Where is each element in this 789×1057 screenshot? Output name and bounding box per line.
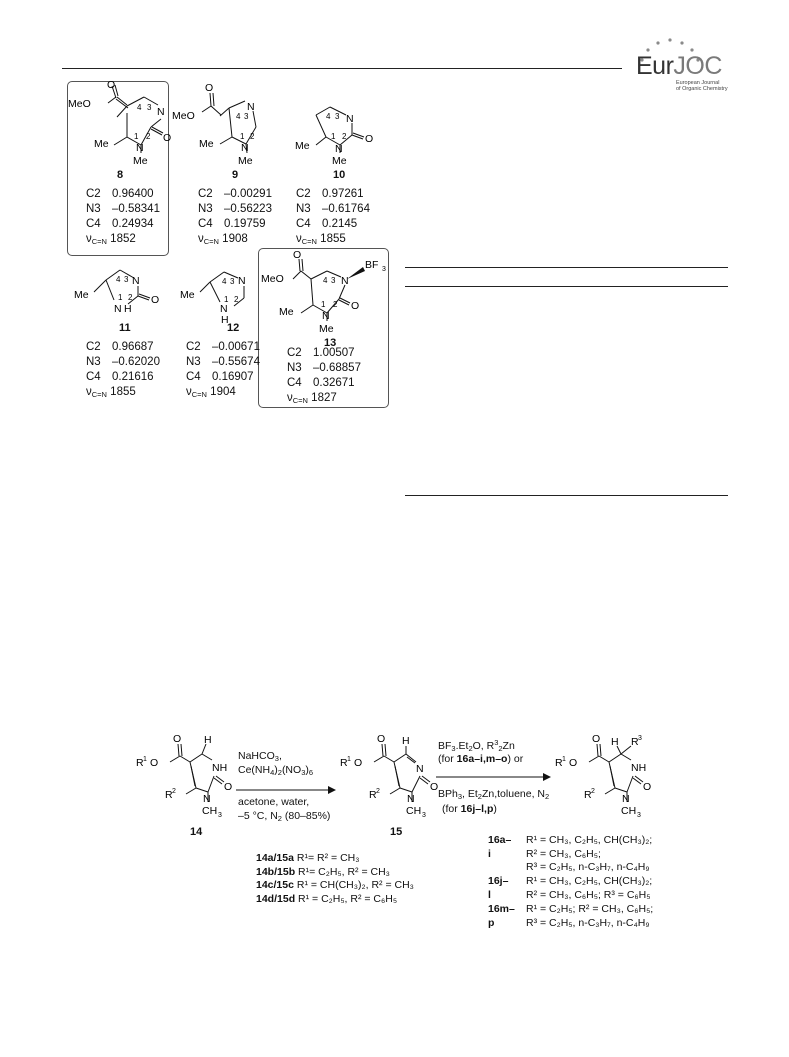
o-label: O	[173, 733, 182, 745]
h-label: H	[221, 314, 229, 326]
r3-label: R	[631, 736, 639, 748]
charge-row-c2	[287, 346, 361, 361]
logo-joc: JOC	[673, 52, 722, 80]
ch3-subscript: 3	[637, 812, 641, 819]
ring-num-3: 3	[244, 112, 249, 121]
reaction-arrow-2-icon	[436, 772, 551, 782]
ring-num-4: 4	[236, 112, 241, 121]
r1-superscript: 1	[347, 756, 351, 763]
reagent-subscript: 3	[457, 792, 463, 801]
charge-value: 0.32671	[313, 377, 355, 389]
charge-row-c2	[186, 340, 260, 355]
bf-subscript: 3	[382, 266, 386, 273]
charge-value: 0.16907	[212, 371, 254, 383]
o-label: O	[151, 294, 160, 306]
legend-row	[256, 893, 414, 907]
header-rule	[62, 68, 622, 69]
atom-label: C2	[86, 188, 101, 200]
compound-15-structure	[340, 732, 440, 824]
ring-num-4: 4	[326, 112, 331, 121]
reagent-text: .Et	[455, 740, 469, 752]
compound-11-label: 11	[119, 322, 131, 334]
compound-13-structure	[259, 249, 387, 335]
frequency-row	[287, 391, 361, 408]
reagent-line-2	[238, 764, 313, 777]
charge-value: 0.96687	[112, 341, 154, 353]
ring-num-2: 2	[342, 132, 347, 141]
o-label: O	[293, 249, 302, 261]
frequency-value: 1855	[320, 233, 346, 245]
compound-9-data	[198, 187, 272, 249]
charge-value: 0.24934	[112, 218, 154, 230]
ring-num-3: 3	[331, 276, 336, 285]
reagent-superscript: 3	[494, 738, 499, 747]
r3-superscript: 3	[638, 735, 642, 742]
h-label: H	[124, 303, 132, 315]
compound-13-data	[287, 346, 361, 408]
reagent-subscript: 6	[308, 768, 314, 777]
charge-row-c2	[86, 187, 160, 202]
ring-num-2: 2	[250, 132, 255, 141]
charge-row-c2	[198, 187, 272, 202]
ring-num-2: 2	[128, 293, 133, 302]
o-label: O	[377, 733, 386, 745]
me-label: Me	[94, 138, 109, 150]
o-label: O	[107, 79, 116, 91]
nu-subscript: C=N	[301, 237, 317, 246]
meo-label: MeO	[172, 110, 195, 122]
n1-label: N	[322, 310, 330, 322]
ring-num-1: 1	[224, 295, 229, 304]
charge-row-c2	[86, 340, 160, 355]
legend-row	[256, 866, 414, 880]
reagent-text: O, R	[472, 740, 495, 752]
legend-text: R³ = C₂H₅, n-C₃H₇, n-C₄H₉	[526, 916, 650, 929]
compound-14-label: 14	[190, 826, 203, 838]
r1-label: R	[340, 757, 348, 769]
charge-row-n3	[186, 355, 260, 370]
reagent-compound-ref: 16j–l,p	[460, 803, 494, 815]
frequency-row	[186, 385, 260, 402]
charge-row-c4	[86, 217, 160, 232]
compound-8-data	[86, 187, 160, 249]
compound-10-label: 10	[333, 169, 346, 181]
ring-num-1: 1	[321, 300, 326, 309]
atom-label: N3	[296, 203, 311, 215]
reagent-text: )	[274, 764, 278, 776]
charge-row-n3	[296, 202, 370, 217]
nh-label: NH	[212, 762, 228, 774]
legend-compound: 16j–l	[488, 875, 509, 901]
reagent2-line-4	[442, 803, 497, 815]
reagent-text: NaHCO	[238, 750, 275, 762]
h-label: H	[402, 735, 410, 747]
legend-text: R¹ = C₂H₅, R² = C₆H₅	[298, 892, 398, 905]
legend-compound: 16m–p	[488, 903, 515, 929]
compound-13-label: 13	[324, 337, 337, 349]
reagent-text: (NO	[281, 764, 302, 776]
charge-row-c4	[296, 217, 370, 232]
frequency-value: 1855	[110, 386, 136, 398]
ring-num-1: 1	[118, 293, 123, 302]
nu-symbol: ν	[186, 386, 192, 398]
nu-subscript: C=N	[203, 237, 219, 246]
ch3-label: CH	[406, 805, 422, 817]
charge-value: 0.19759	[224, 218, 266, 230]
reagent-subscript: 3	[301, 768, 306, 777]
reagent-text: )	[493, 803, 497, 815]
atom-label: N3	[186, 356, 201, 368]
reagent-text: , Et	[462, 788, 478, 800]
reagent-text: BF	[438, 740, 452, 752]
compound-8-structure	[67, 79, 172, 169]
meo-label: MeO	[261, 273, 284, 285]
charge-value: –0.55674	[212, 356, 260, 368]
ring-num-2: 2	[146, 132, 151, 141]
atom-label: C2	[86, 341, 101, 353]
nu-symbol: ν	[86, 233, 92, 245]
reagent-text: –5 °C, N	[238, 810, 278, 822]
charge-value: 0.21616	[112, 371, 154, 383]
reagent-line-3: acetone, water,	[238, 796, 310, 808]
reagent-text: (for	[438, 753, 457, 765]
atom-label: C4	[86, 371, 101, 383]
ring-num-3: 3	[230, 277, 235, 286]
atom-label: C2	[198, 188, 213, 200]
h-label: H	[204, 734, 212, 746]
reagent-text: (for	[442, 803, 461, 815]
ch3-label: CH	[202, 805, 218, 817]
n-label: N	[622, 793, 630, 805]
n-label: N	[114, 303, 122, 315]
reagent-text: (80–85%)	[281, 810, 331, 822]
r2-label: R	[369, 789, 377, 801]
ring-num-2: 2	[234, 295, 239, 304]
n-label: N	[335, 143, 343, 155]
o-label: O	[205, 82, 214, 94]
reagent2-line-3	[438, 788, 549, 801]
legend-text: R¹= C₂H₅, R² = CH₃	[298, 865, 390, 878]
ch3-subscript: 3	[422, 812, 426, 819]
atom-label: C4	[287, 377, 302, 389]
table-bottom-rule	[405, 495, 728, 496]
coordination-wedge-icon	[347, 267, 365, 279]
compound-12-data	[186, 340, 260, 402]
reagent-subscript: 2	[468, 744, 473, 753]
legend-row	[256, 879, 414, 893]
journal-logo	[622, 36, 734, 96]
legend-compound: 14b/15b	[256, 865, 296, 878]
o-label: O	[351, 300, 360, 312]
charge-row-c2	[296, 187, 370, 202]
n-label: N	[220, 303, 228, 315]
compound-12-label: 12	[227, 322, 240, 334]
o-label: O	[430, 781, 439, 793]
compound-14-structure	[136, 732, 236, 824]
atom-label: C2	[186, 341, 201, 353]
ring-num-4: 4	[137, 103, 142, 112]
charge-row-n3	[198, 202, 272, 217]
nu-symbol: ν	[287, 392, 293, 404]
r1-label: R	[555, 757, 563, 769]
atom-label: C4	[198, 218, 213, 230]
bf-label: BF	[365, 259, 379, 271]
o-label: O	[354, 757, 363, 769]
h-label: H	[611, 736, 619, 748]
frequency-row	[86, 232, 160, 249]
charge-row-c4	[86, 370, 160, 385]
charge-row-c4	[287, 376, 361, 391]
ring-num-4: 4	[222, 277, 227, 286]
ch3-subscript: 3	[218, 812, 222, 819]
legend-text: R¹ = CH₃, C₂H₅, CH(CH₃)₂;	[526, 875, 653, 887]
charge-value: 1.00507	[313, 347, 355, 359]
frequency-value: 1852	[110, 233, 136, 245]
frequency-row	[296, 232, 370, 249]
o-label: O	[592, 733, 601, 745]
charge-value: –0.62020	[112, 356, 160, 368]
r2-superscript: 2	[172, 788, 176, 795]
reagent2-line-2	[438, 753, 523, 765]
n-label: N	[407, 793, 415, 805]
ring-num-3: 3	[335, 112, 340, 121]
legend-text: R¹ = CH(CH₃)₂, R² = CH₃	[296, 879, 414, 891]
me-label: Me	[133, 155, 148, 167]
reagent-text: Zn	[502, 740, 515, 752]
me-label: Me	[279, 306, 294, 318]
reagent-subscript: 2	[477, 792, 482, 801]
legend-compound: 16a–i	[488, 834, 512, 860]
r2-superscript: 2	[591, 788, 595, 795]
frequency-value: 1904	[210, 386, 236, 398]
r1-superscript: 1	[562, 756, 566, 763]
me-label: Me	[332, 155, 347, 167]
me-label: Me	[180, 289, 195, 301]
r2-superscript: 2	[376, 788, 380, 795]
atom-label: N3	[198, 203, 213, 215]
n-label: N	[132, 275, 140, 287]
atom-label: C2	[287, 347, 302, 359]
charge-value: 0.97261	[322, 188, 364, 200]
r2-label: R	[584, 789, 592, 801]
ring-num-2: 2	[333, 300, 338, 309]
ring-num-4: 4	[323, 276, 328, 285]
reagent-subscript: 2	[277, 768, 282, 777]
reagent-text: Zn,toluene, N	[481, 788, 546, 800]
reagent-text: )	[305, 764, 309, 776]
charge-value: 0.96400	[112, 188, 154, 200]
atom-label: C2	[296, 188, 311, 200]
charge-row-c4	[198, 217, 272, 232]
reagent-subscript: 3	[451, 744, 456, 753]
me-label: Me	[319, 323, 334, 335]
nu-subscript: C=N	[91, 390, 107, 399]
atom-label: N3	[86, 356, 101, 368]
frequency-value: 1827	[311, 392, 337, 404]
table-head-rule	[405, 286, 728, 287]
reagent-line-4	[238, 810, 330, 823]
compound-15-label: 15	[390, 826, 403, 838]
n-label: N	[241, 142, 249, 154]
n3-label: N	[341, 275, 349, 287]
atom-label: C4	[86, 218, 101, 230]
legend-row	[256, 852, 414, 866]
n-label: N	[346, 113, 354, 125]
me-label: Me	[199, 138, 214, 150]
reagent-text: Ce(NH	[238, 764, 271, 776]
o-label: O	[569, 757, 578, 769]
reagent-line-1: NaHCO$_3$,	[238, 750, 282, 763]
legend-text: R² = CH₃, C₆H₅;	[526, 847, 601, 860]
reagent-text: BPh	[438, 788, 458, 800]
ch3-label: CH	[621, 805, 637, 817]
legend-compound: 14a/15a	[256, 852, 294, 864]
logo-eur: Eur	[636, 52, 674, 80]
compound-10-structure	[288, 93, 388, 173]
n-label: N	[203, 793, 211, 805]
ring-num-1: 1	[134, 132, 139, 141]
me-label: Me	[74, 289, 89, 301]
charge-value: –0.61764	[322, 203, 370, 215]
ring-num-3: 3	[124, 275, 129, 284]
atom-label: C4	[186, 371, 201, 383]
o-label: O	[643, 781, 652, 793]
o-label: O	[365, 133, 374, 145]
atom-label: C4	[296, 218, 311, 230]
compound-11-structure	[76, 256, 176, 318]
me-label: Me	[238, 155, 253, 167]
logo-subtitle-2: of Organic Chemistry	[676, 86, 728, 92]
charge-row-n3	[287, 361, 361, 376]
reagent2-line-1	[438, 738, 515, 753]
atom-label: N3	[287, 362, 302, 374]
legend-text: R¹ = CH₃, C₂H₅, CH(CH₃)₂;	[526, 834, 653, 846]
n-label: N	[247, 101, 255, 113]
legend-text: R³ = C₂H₅, n-C₃H₇, n-C₄H₉	[526, 861, 650, 873]
nu-symbol: ν	[198, 233, 204, 245]
o-label: O	[224, 781, 233, 793]
me-label: Me	[295, 140, 310, 152]
o-label: O	[163, 132, 172, 144]
nu-subscript: C=N	[191, 390, 207, 399]
reagent-subscript: 3	[274, 754, 279, 763]
charge-row-c4	[186, 370, 260, 385]
n3-label: N	[157, 106, 165, 118]
n-label: N	[238, 275, 246, 287]
n-label: N	[416, 763, 424, 775]
nu-subscript: C=N	[292, 396, 308, 405]
charge-value: –0.58341	[112, 203, 160, 215]
r2-label: R	[165, 789, 173, 801]
o-label: O	[150, 757, 159, 769]
logo-subtitle-1: European Journal	[676, 80, 720, 86]
r1-superscript: 1	[143, 756, 147, 763]
nu-symbol: ν	[86, 386, 92, 398]
charge-value: –0.00671	[212, 341, 260, 353]
legend-text: R² = CH₃, C₆H₅; R³ = C₆H₅	[526, 888, 651, 901]
charge-value: –0.68857	[313, 362, 361, 374]
legend-14-15	[256, 852, 414, 906]
charge-row-n3	[86, 202, 160, 217]
r1-label: R	[136, 757, 144, 769]
frequency-value: 1908	[222, 233, 248, 245]
frequency-row	[86, 385, 160, 402]
charge-value: –0.00291	[224, 188, 272, 200]
compound-9-label: 9	[232, 169, 239, 181]
compound-16-structure	[555, 732, 665, 824]
ring-num-3: 3	[147, 103, 152, 112]
compound-11-data	[86, 340, 160, 402]
legend-compound: 14d/15d	[256, 892, 296, 905]
compound-8-label: 8	[117, 169, 124, 181]
ring-num-1: 1	[331, 132, 336, 141]
table-top-rule	[405, 267, 728, 268]
frequency-row	[198, 232, 272, 249]
nu-subscript: C=N	[91, 237, 107, 246]
legend-text: R¹= R² = CH₃	[296, 852, 360, 864]
reagent-compound-ref: 16a–i,m–o	[456, 753, 508, 765]
ring-num-1: 1	[240, 132, 245, 141]
charge-row-n3	[86, 355, 160, 370]
ring-num-4: 4	[116, 275, 121, 284]
n1-label: N	[136, 142, 144, 154]
nh-label: NH	[631, 762, 647, 774]
reagent-text: ) or	[507, 753, 524, 765]
charge-value: –0.56223	[224, 203, 272, 215]
reaction-arrow-1-icon	[236, 785, 336, 795]
legend-compound: 14c/15c	[256, 879, 294, 891]
compound-10-data	[296, 187, 370, 249]
reagent-subscript: 2	[545, 792, 550, 801]
nu-symbol: ν	[296, 233, 302, 245]
legend-text: R¹ = C₂H₅; R² = CH₃, C₆H₅;	[526, 903, 654, 915]
reagent-subscript: 2	[498, 744, 503, 753]
meo-label: MeO	[68, 98, 91, 110]
reagent-subscript: 2	[277, 814, 282, 823]
reagent-subscript: 4	[270, 768, 275, 777]
atom-label: N3	[86, 203, 101, 215]
compound-9-structure	[170, 81, 270, 169]
charge-value: 0.2145	[322, 218, 358, 230]
